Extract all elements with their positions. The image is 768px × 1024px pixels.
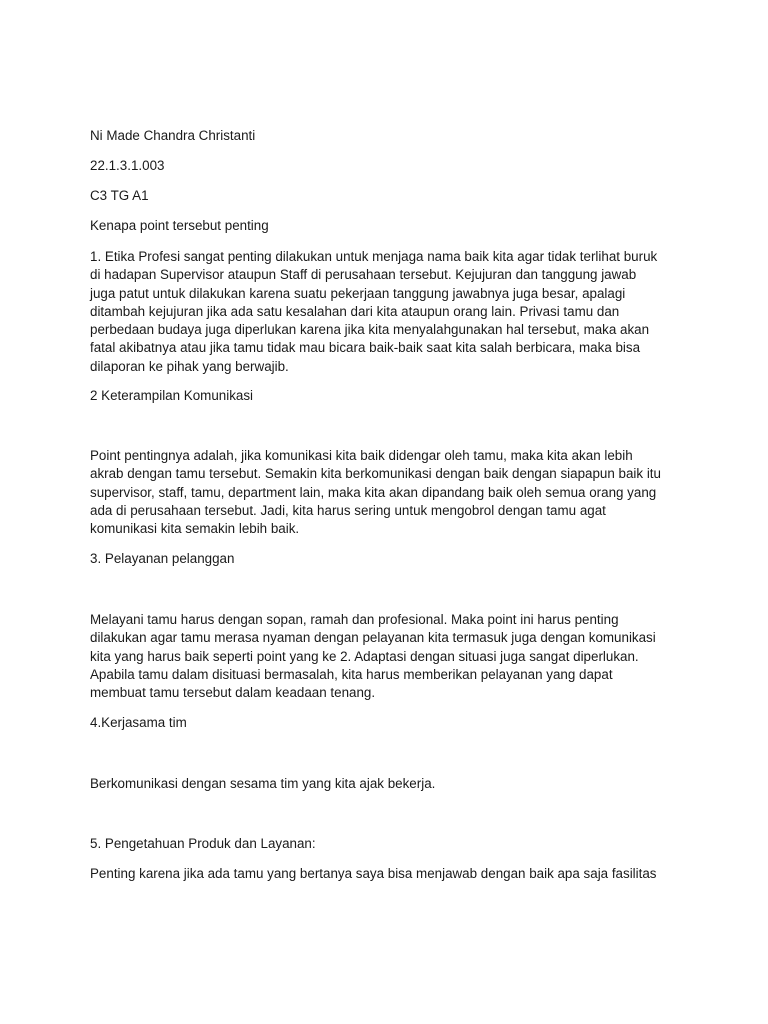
heading-5: 5. Pengetahuan Produk dan Layanan: xyxy=(90,836,316,851)
question-heading: Kenapa point tersebut penting xyxy=(90,218,269,233)
paragraph-2: Point pentingnya adalah, jika komunikasi kita baik didengar oleh tamu, maka kita akan lebih akrab dengan tamu tersebut. Semakin kita berkomunikasi dengan baik dengan siapapun baik itu supervisor, staff, tamu, department lain, maka kita akan dipandang baik oleh semua orang yang ada di perusahaan tersebut. Jadi, kita harus sering untuk mengobrol dengan tamu agat komunikasi kita semakin lebih baik. xyxy=(90,448,661,537)
heading-4: 4.Kerjasama tim xyxy=(90,715,187,730)
paragraph-3: Melayani tamu harus dengan sopan, ramah dan profesional. Maka point ini harus penting dilakukan agar tamu merasa nyaman dengan pelayanan kita termasuk juga dengan komunikasi kita yang harus baik seperti point yang ke 2. Adaptasi dengan situasi juga sangat diperlukan. Apabila tamu dalam disituasi bermasalah, kita harus memberikan pelayanan yang dapat membuat tamu tersebut dalam keadaan tenang. xyxy=(90,612,656,701)
student-id: 22.1.3.1.003 xyxy=(90,158,165,173)
paragraph-1: 1. Etika Profesi sangat penting dilakukan untuk menjaga nama baik kita agar tidak terlihat buruk di hadapan Supervisor ataupun Staff di perusahaan tersebut. Kejujuran dan tanggung jawab juga patut untuk dilakukan karena suatu pekerjaan tanggung jawabnya juga besar, apalagi ditambah kejujuran jika ada satu kesalahan dari kita ataupun orang lain. Privasi tamu dan perbedaan budaya juga diperlukan karena jika kita menyalahgunakan hal tersebut, maka akan fatal akibatnya atau jika tamu tidak mau bicara baik-baik saat kita salah berbicara, maka bisa dilaporan ke pihak yang berwajib. xyxy=(90,249,658,374)
author-name: Ni Made Chandra Christanti xyxy=(90,128,256,143)
class-code: C3 TG A1 xyxy=(90,188,149,203)
heading-3: 3. Pelayanan pelanggan xyxy=(90,551,235,566)
paragraph-5: Penting karena jika ada tamu yang bertanya saya bisa menjawab dengan baik apa saja fasilitas xyxy=(90,866,657,881)
paragraph-4: Berkomunikasi dengan sesama tim yang kita ajak bekerja. xyxy=(90,776,436,791)
heading-2: 2 Keterampilan Komunikasi xyxy=(90,388,254,403)
